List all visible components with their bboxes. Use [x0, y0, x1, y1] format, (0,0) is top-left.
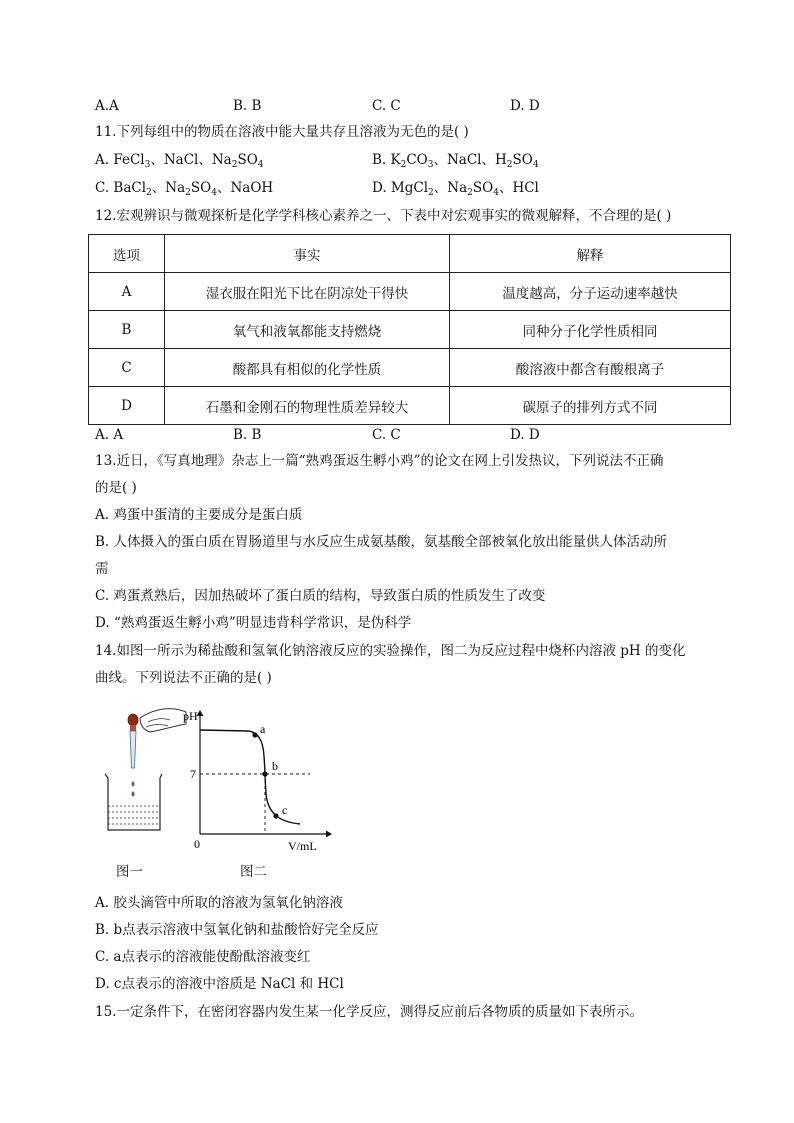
point-a — [252, 732, 257, 737]
table-cell: 氧气和液氧都能支持燃烧 — [165, 311, 450, 349]
point-b — [262, 771, 267, 776]
table-cell: 石墨和金刚石的物理性质差异较大 — [165, 387, 450, 425]
table-row — [89, 311, 731, 349]
table-header-cell: 事实 — [165, 235, 450, 273]
point-a-label: a — [260, 722, 266, 736]
x-axis-label: V/mL — [288, 839, 317, 853]
table-row — [89, 349, 731, 387]
table-cell: 碳原子的排列方式不同 — [450, 387, 731, 425]
dropper-hand-illustration — [128, 709, 186, 797]
q11-option-d: D. MgCl$_2$、$Na_2SO_4$、HCl — [372, 180, 539, 198]
q10-option-b: B. B — [233, 98, 262, 114]
table-cell: B — [89, 311, 165, 349]
q10-option-c: C. C — [372, 98, 401, 114]
q12-option-a: A. A — [95, 427, 124, 443]
q11-option-b: B. $K_2CO_3$、NaCl、$H_2SO_4$ — [372, 152, 539, 170]
table-cell: D — [89, 387, 165, 425]
fig1-caption: 图一 — [116, 864, 143, 880]
table-cell: 酸都具有相似的化学性质 — [165, 349, 450, 387]
q11-option-c: C. BaCl$_2$、$Na_2SO_4$、NaOH — [95, 180, 274, 198]
q14-option-a: A. 胶头滴管中所取的溶液为氢氧化钠溶液 — [95, 895, 343, 911]
q13-option-d: D. “熟鸡蛋返生孵小鸡”明显违背科学常识，是伪科学 — [95, 615, 412, 631]
table-cell: 酸溶液中都含有酸根离子 — [450, 349, 731, 387]
table-cell: A — [89, 273, 165, 311]
q14-stem-line1: 14.如图一所示为稀盐酸和氢氧化钠溶液反应的实验操作，图二为反应过程中烧杯内溶液 pH 的变化 — [95, 643, 686, 659]
q13-option-a: A. 鸡蛋中蛋清的主要成分是蛋白质 — [95, 507, 303, 523]
q12-option-b: B. B — [233, 427, 262, 443]
table-row — [89, 273, 731, 311]
q11-stem: 11.下列每组中的物质在溶液中能大量共存且溶液为无色的是( ) — [95, 124, 469, 140]
q14-stem-line2: 曲线。下列说法不正确的是( ) — [95, 670, 272, 686]
point-b-label: b — [272, 759, 278, 773]
origin-label: 0 — [194, 837, 200, 851]
q12-option-c: C. C — [372, 427, 401, 443]
q13-stem-line2: 的是( ) — [95, 480, 137, 496]
q10-option-a: A.A — [95, 98, 119, 114]
table-cell: 温度越高，分子运动速率越快 — [450, 273, 731, 311]
y-axis-label: pH — [183, 709, 198, 723]
table-row — [89, 387, 731, 425]
q13-option-b-line2: 需 — [95, 561, 109, 577]
table-header-cell: 解释 — [450, 235, 731, 273]
q11-option-a: A. FeCl$_3$、NaCl、$Na_2SO_4$ — [95, 152, 264, 170]
table-header-cell: 选项 — [89, 235, 165, 273]
q12-table — [88, 234, 731, 425]
q14-figure-svg — [100, 700, 340, 860]
tick-7-label: 7 — [190, 767, 196, 781]
q13-stem-line1: 13.近日，《写真地理》杂志上一篇“熟鸡蛋返生孵小鸡”的论文在网上引发热议，下列说法不正确 — [95, 453, 664, 469]
table-cell: 同种分子化学性质相同 — [450, 311, 731, 349]
q13-option-c: C. 鸡蛋煮熟后，因加热破坏了蛋白质的结构，导致蛋白质的性质发生了改变 — [95, 588, 546, 604]
q14-option-d: D. c点表示的溶液中溶质是 NaCl 和 HCl — [95, 976, 344, 992]
table-header-row — [89, 235, 731, 273]
table-cell: 湿衣服在阳光下比在阴凉处干得快 — [165, 273, 450, 311]
q15-stem: 15.一定条件下，在密闭容器内发生某一化学反应，测得反应前后各物质的质量如下表所示。 — [95, 1004, 643, 1020]
q10-option-d: D. D — [510, 98, 540, 114]
q12-stem: 12.宏观辨识与微观探析是化学学科核心素养之一、下表中对宏观事实的微观解释，不合理的是( ) — [95, 208, 672, 224]
fig2-caption: 图二 — [240, 864, 267, 880]
point-c — [273, 813, 278, 818]
ph-graph — [183, 709, 332, 853]
q13-option-b-line1: B. 人体摄入的蛋白质在胃肠道里与水反应生成氨基酸，氨基酸全部被氧化放出能量供人体活动所 — [95, 534, 668, 550]
point-c-label: c — [282, 803, 288, 817]
table-cell: C — [89, 349, 165, 387]
q12-option-d: D. D — [510, 427, 540, 443]
q14-option-c: C. a点表示的溶液能使酚酞溶液变红 — [95, 949, 311, 965]
x-axis-arrow-icon — [326, 831, 332, 838]
q14-option-b: B. b点表示溶液中氢氧化钠和盐酸恰好完全反应 — [95, 922, 379, 938]
q14-figures — [100, 700, 340, 885]
